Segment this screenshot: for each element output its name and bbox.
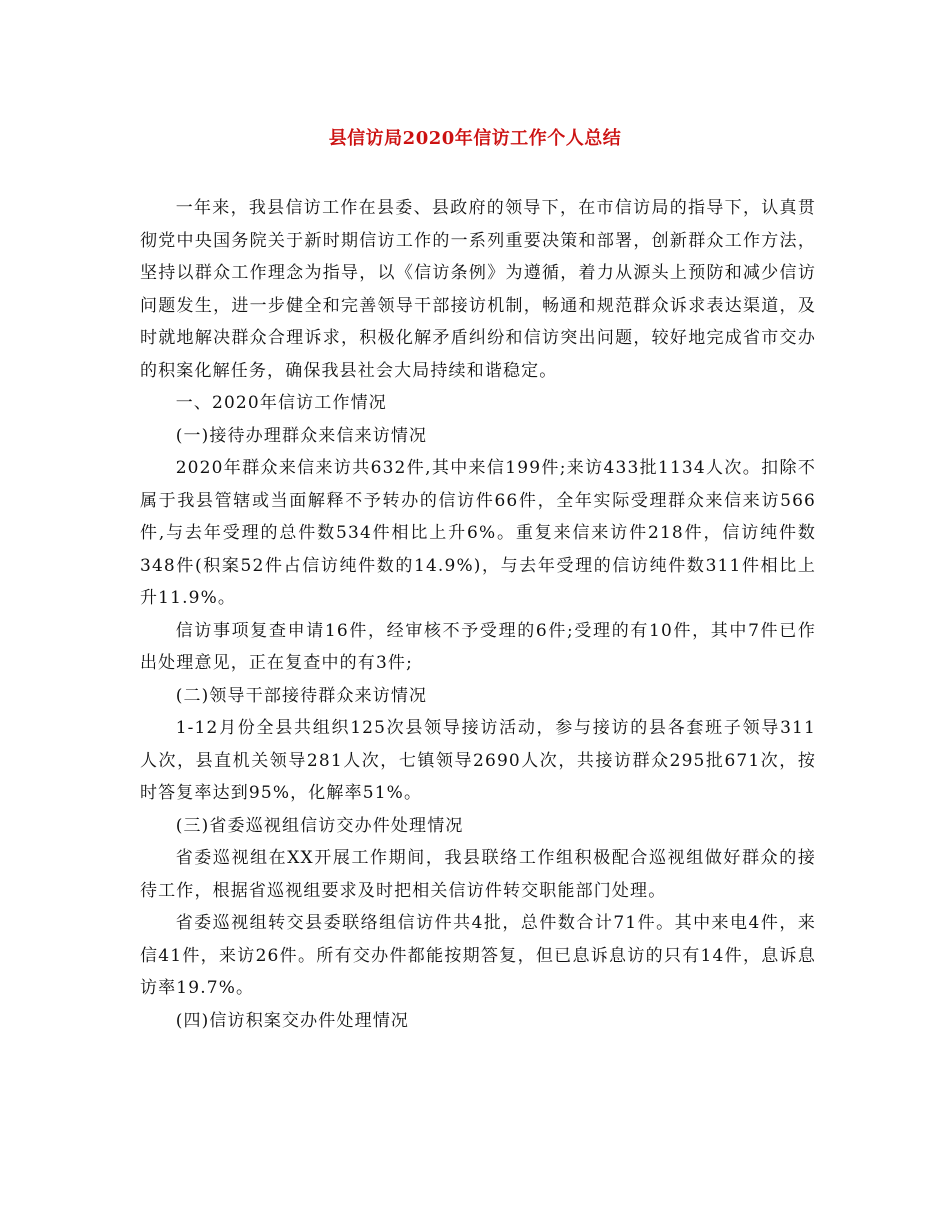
paragraph-inspection-team: 省委巡视组在XX开展工作期间，我县联络工作组积极配合巡视组做好群众的接待工作，根据省巡视组要求及时把相关信访件转交职能部门处理。 xyxy=(140,848,816,901)
heading-subsection-3: (三)省委巡视组信访交办件处理情况 xyxy=(175,815,464,836)
document-body xyxy=(140,192,816,1037)
heading-section-1: 一、2020年信访工作情况 xyxy=(175,393,387,413)
paragraph-inspection-cases: 省委巡视组转交县委联络组信访件共4批，总件数合计71件。其中来电4件，来信41件，来访26件。所有交办件都能按期答复，但已息诉息访的只有14件，息诉息访率19.7%。 xyxy=(140,913,816,998)
heading-subsection-1: (一)接待办理群众来信来访情况 xyxy=(175,425,428,446)
document-title: 县信访局2020年信访工作个人总结 xyxy=(328,128,622,149)
paragraph-review-requests: 信访事项复查申请16件，经审核不予受理的6件;受理的有10件，其中7件已作出处理意见，正在复查中的有3件; xyxy=(140,620,816,673)
paragraph-leader-reception: 1-12月份全县共组织125次县领导接访活动，参与接访的县各套班子领导311人次，县直机关领导281人次，七镇领导2690人次，共接访群众295批671次，按时答复率达到95%，化解率51%。 xyxy=(140,718,816,803)
heading-subsection-2: (二)领导干部接待群众来访情况 xyxy=(175,685,428,706)
heading-subsection-4: (四)信访积案交办件处理情况 xyxy=(175,1010,410,1031)
paragraph-intro: 一年来，我县信访工作在县委、县政府的领导下，在市信访局的指导下，认真贯彻党中央国务院关于新时期信访工作的一系列重要决策和部署，创新群众工作方法，坚持以群众工作理念为指导，以《信访条例》为遵循，着力从源头上预防和减少信访问题发生，进一步健全和完善领导干部接访机制，畅通和规范群众诉求表达渠道，及时就地解决群众合理诉求，积极化解矛盾纠纷和信访突出问题，较好地完成省市交办的积案化解任务，确保我县社会大局持续和谐稳定。 xyxy=(140,198,816,381)
paragraph-visit-statistics: 2020年群众来信来访共632件,其中来信199件;来访433批1134人次。扣除不属于我县管辖或当面解释不予转办的信访件66件，全年实际受理群众来信来访566件,与去年受理的总件数534件相比上升6%。重复来信来访件218件，信访纯件数348件(积案52件占信访纯件数的14.9%)，与去年受理的信访纯件数311件相比上升11.9%。 xyxy=(140,458,816,608)
